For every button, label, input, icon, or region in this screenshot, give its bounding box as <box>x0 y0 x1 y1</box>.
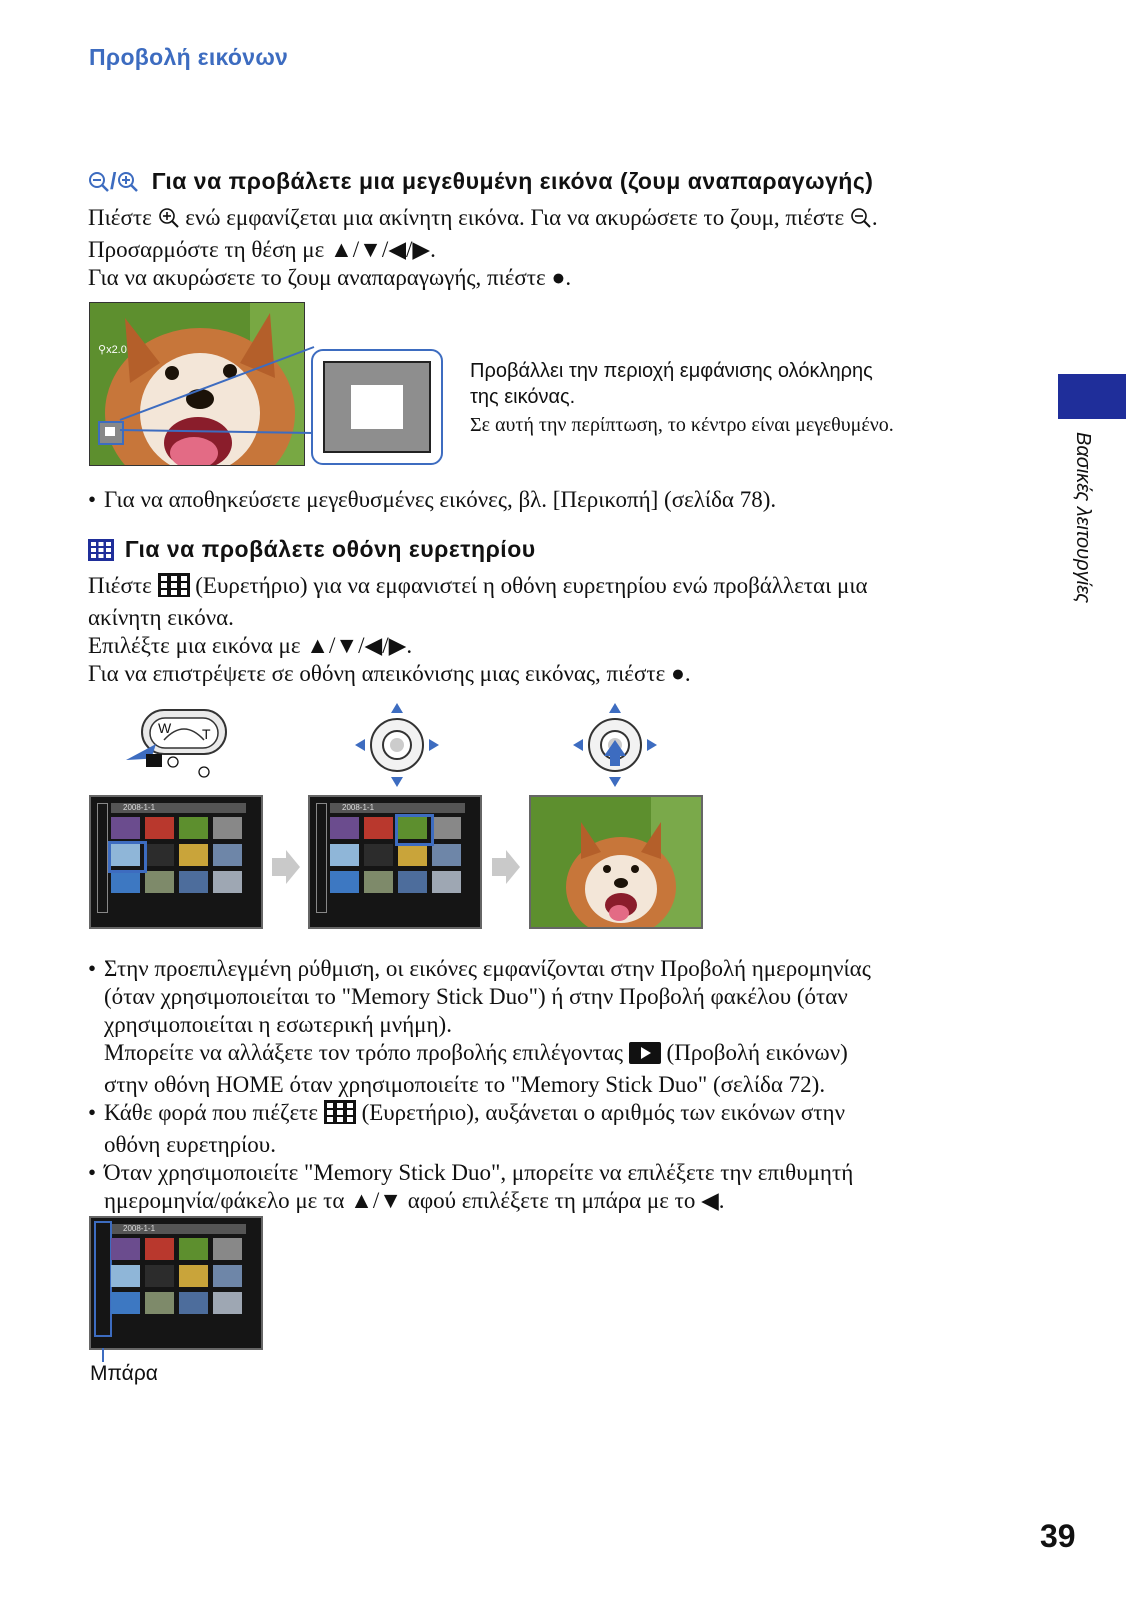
thumbnail-grid <box>330 817 465 913</box>
index-paragraph-1 <box>88 572 1048 604</box>
zoom-p1-b: ενώ εμφανίζεται μια ακίνητη εικόνα. Για να ακυρώσετε το ζουμ, πιέστε <box>185 205 845 230</box>
index-paragraph-3: Για να επιστρέψετε σε οθόνη απεικόνισης μιας εικόνας, πιέστε ●. <box>88 661 691 686</box>
single-image-screen <box>529 795 703 929</box>
lever-w-label: W <box>158 720 172 736</box>
side-tab-block <box>1058 374 1126 419</box>
index-screen-2 <box>308 795 482 929</box>
callout-line-2: της εικόνας. <box>470 386 576 408</box>
bar-highlight <box>94 1221 112 1337</box>
zoom-in-icon <box>158 207 180 236</box>
bar-label: Μπάρα <box>90 1362 158 1385</box>
side-tab <box>1062 432 1102 672</box>
zoom-lever-illustration <box>118 704 234 782</box>
note-1-line-4 <box>104 1039 1058 1071</box>
note-1-line-2: (όταν χρησιμοποιείται το "Memory Stick Duo") ή στην Προβολή φακέλου (όταν <box>104 984 848 1009</box>
zoom-out-icon <box>850 207 872 236</box>
zoom-bullet: • Για να αποθηκεύσετε μεγεθυσμένες εικόνες, βλ. [Περικοπή] (σελίδα 78). <box>88 486 1126 514</box>
index-scrollbar <box>316 803 327 913</box>
index-heading <box>88 536 536 567</box>
index-p1-a: Πιέστε <box>88 573 152 598</box>
note-1-line-1: • Στην προεπιλεγμένη ρύθμιση, οι εικόνες εμφανίζονται στην Προβολή ημερομηνίας <box>104 956 871 981</box>
magnifier-icon: ⚲ <box>98 344 107 356</box>
note-1-line-3: χρησιμοποιείται η εσωτερική μνήμη). <box>104 1012 452 1037</box>
zoom-heading: / Για να προβάλετε μια μεγεθυμένη εικόνα (ζουμ αναπαραγωγής) <box>88 168 873 199</box>
thumbnail-grid <box>111 1238 246 1334</box>
zoom-level: x2.0 <box>106 344 127 356</box>
bar-leader-line <box>102 1348 104 1362</box>
selection-frame <box>108 841 147 873</box>
callout-note: Σε αυτή την περίπτωση, το κέντρο είναι μεγεθυμένο. <box>470 414 894 436</box>
position-frame-enlarged <box>311 349 443 465</box>
index-screen-1 <box>89 795 263 929</box>
index-heading-text: Για να προβάλετε οθόνη ευρετηρίου <box>124 536 536 562</box>
section-title: Προβολή εικόνων <box>89 44 289 70</box>
index-icon <box>88 539 114 567</box>
zoom-body <box>88 204 1048 292</box>
note-2-line-1-b: (Ευρετήριο), αυξάνεται ο αριθμός των εικόνων στην <box>361 1100 845 1125</box>
zoom-paragraph-3: Για να ακυρώσετε το ζουμ αναπαραγωγής, πιέστε ●. <box>88 265 572 290</box>
dog-photo-image <box>531 797 701 927</box>
index-button-icon <box>324 1100 356 1131</box>
callout-line-1: Προβάλλει την περιοχή εμφάνισης ολόκληρης <box>470 360 873 382</box>
index-p1-b: (Ευρετήριο) για να εμφανιστεί η οθόνη ευρετηρίου ενώ προβάλλεται μια <box>195 573 868 598</box>
callout-connector <box>118 345 318 435</box>
note-2 <box>88 1099 1058 1159</box>
callout-text <box>470 358 873 410</box>
note-1-line-5: στην οθόνη HOME όταν χρησιμοποιείτε το "Memory Stick Duo" (σελίδα 72). <box>104 1072 826 1097</box>
control-pad-confirm <box>570 700 660 790</box>
zoom-paragraph-1 <box>88 204 1048 236</box>
note-2-line-1 <box>104 1099 1058 1131</box>
side-tab-label: Βασικές λειτουργίες <box>1072 432 1094 604</box>
control-pad-select <box>352 700 442 790</box>
note-3-line-2: ημερομηνία/φάκελο με τα ▲/▼ αφού επιλέξετε τη μπάρα με το ◀. <box>104 1188 725 1213</box>
zoom-p1-a: Πιέστε <box>88 205 152 230</box>
screen-date-bar: 2008-1-1 <box>111 1224 246 1234</box>
selection-frame <box>395 814 434 846</box>
note-2-line-2: οθόνη ευρετηρίου. <box>104 1132 276 1157</box>
arrow-right-icon <box>270 848 302 886</box>
view-images-icon <box>629 1042 661 1071</box>
index-notes <box>88 955 1058 1215</box>
index-body <box>88 572 1048 688</box>
zoom-in-icon <box>117 171 139 199</box>
note-1-line-4-b: (Προβολή εικόνων) <box>666 1040 848 1065</box>
note-3-line-1: • Όταν χρησιμοποιείτε "Memory Stick Duo", μπορείτε να επιλέξετε την επιθυμητή <box>104 1160 854 1185</box>
note-3 <box>88 1159 1058 1215</box>
arrow-right-icon <box>490 848 522 886</box>
index-button-icon <box>158 573 190 604</box>
screen-date-bar: 2008-1-1 <box>111 803 246 813</box>
index-scrollbar <box>97 803 108 913</box>
zoom-heading-text: Για να προβάλετε μια μεγεθυμένη εικόνα (ζουμ αναπαραγωγής) <box>151 168 874 194</box>
note-2-line-1-a: Κάθε φορά που πιέζετε <box>104 1100 319 1125</box>
thumbnail-grid <box>111 817 246 913</box>
page-number: 39 <box>1040 1518 1076 1554</box>
note-1 <box>88 955 1058 1099</box>
screen-date-bar: 2008-1-1 <box>330 803 465 813</box>
zoom-paragraph-2: Προσαρμόστε τη θέση με ▲/▼/◀/▶. <box>88 237 436 262</box>
zoom-out-icon <box>88 171 110 199</box>
index-paragraph-2: Επιλέξτε μια εικόνα με ▲/▼/◀/▶. <box>88 633 413 658</box>
index-screen-bar <box>89 1216 263 1350</box>
lever-t-label: T <box>202 726 211 742</box>
index-p1-c: ακίνητη εικόνα. <box>88 605 234 630</box>
zoom-p1-c: . <box>871 205 878 230</box>
note-1-line-4-a: Μπορείτε να αλλάξετε τον τρόπο προβολής επιλέγοντας <box>104 1040 624 1065</box>
